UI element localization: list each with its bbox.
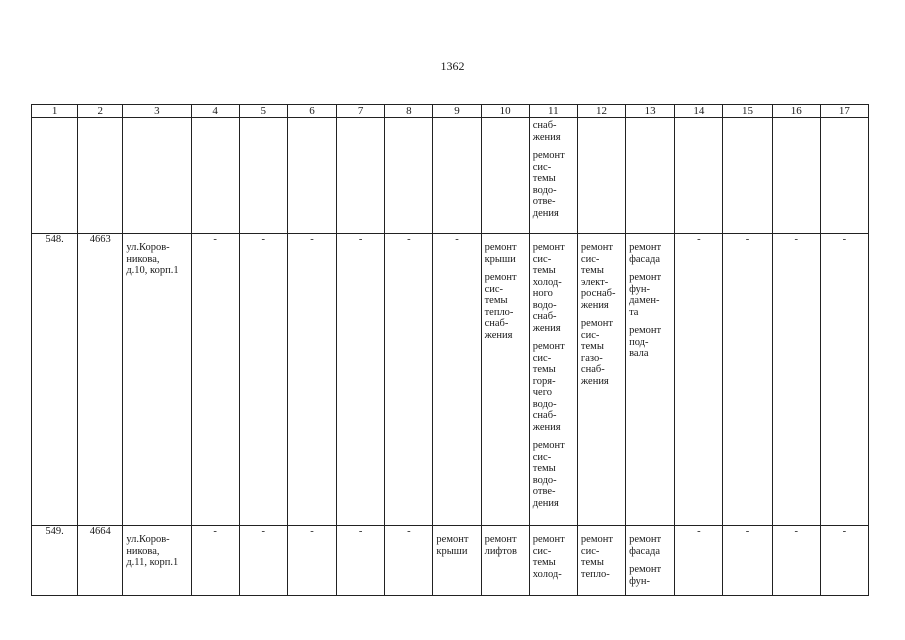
empty-cell: - [723,234,772,526]
empty-cell: - [337,526,385,596]
text-line: темы [532,173,556,184]
text-line: темы [532,557,556,568]
text-line: ремонт [580,534,613,545]
work-item [436,534,478,557]
page-number: 1362 [440,59,465,73]
empty-cell: - [385,526,433,596]
text-line: темы [532,364,556,375]
text-line: жения [532,131,561,143]
text-line: ремонт [532,341,565,352]
empty-cell: - [337,234,385,526]
text-line: сис- [532,451,552,463]
text-line: темы [580,265,604,276]
text-line: чего [532,387,552,398]
works-list [530,526,577,580]
text-line: снаб- [484,318,509,329]
text-line: водо- [532,299,557,311]
column-header: 1 [32,105,78,118]
column-header: 9 [433,105,481,118]
table-row-continuation [32,118,869,234]
text-line: ремонт [580,318,613,329]
text-line: сис- [532,253,552,265]
text-line: ремонт [484,272,517,283]
text-line: водо- [532,474,557,486]
text-line: ремонт [629,325,662,336]
column-header: 5 [239,105,287,118]
work-item [581,318,623,387]
text-line: темы [580,557,604,568]
column-header: 14 [675,105,723,118]
text-line: фасада [629,545,661,557]
text-line: снаб- [532,410,557,421]
text-line: жения [532,322,561,334]
text-line: ремонт [629,242,662,253]
empty-cell: - [772,234,820,526]
text-line: ремонт [532,534,565,545]
table-row [32,234,869,526]
house-code: 4663 [78,234,123,526]
works-list [626,526,674,587]
column-header: 7 [337,105,385,118]
text-line: холод- [532,276,562,288]
column-header: 4 [191,105,239,118]
text-line: сис- [580,545,600,557]
empty-cell: - [385,234,433,526]
text-line: жения [532,421,561,433]
text-line: сис- [532,161,552,173]
works-list [530,118,577,219]
text-line: сис- [484,283,504,295]
text-line: темы [580,341,604,352]
text-line: ремонт [484,534,517,545]
work-item [485,272,527,341]
works-list [626,234,674,360]
house-code: 4664 [78,526,123,596]
text-line: жения [580,299,609,311]
register-table [31,104,869,596]
text-line: дения [532,207,559,219]
text-line: темы [484,295,508,306]
empty-cell: - [820,234,868,526]
text-line: сис- [532,545,552,557]
work-item [533,440,575,509]
column-header: 8 [385,105,433,118]
empty-cell: - [675,526,723,596]
work-item [533,120,575,143]
text-line: сис- [580,329,600,341]
text-line: ремонт [629,272,662,283]
empty-cell: - [239,526,287,596]
text-line: ремонт [532,242,565,253]
empty-cell: - [191,526,239,596]
work-item [485,534,527,557]
column-header: 3 [123,105,191,118]
text-line: дамен- [629,295,660,306]
house-address [123,526,190,569]
text-line: ул.Коров- [126,534,170,545]
work-item [533,242,575,334]
text-line: лифтов [484,545,517,557]
text-line: газо- [580,352,603,364]
house-address [123,234,190,277]
text-line: снаб- [532,311,557,322]
text-line: никова, [126,253,160,265]
work-item [581,242,623,311]
work-item [533,150,575,219]
text-line: элект- [580,276,609,288]
work-item [581,534,623,580]
text-line: ремонт [532,440,565,451]
text-line: д.10, корп.1 [126,265,179,276]
column-number-row [32,105,869,118]
text-line: тепло- [580,568,610,580]
text-line: водо- [532,184,557,196]
text-line: дения [532,497,559,509]
work-item [533,341,575,433]
row-number: 548. [32,234,78,526]
work-item [629,564,672,587]
text-line: вала [629,348,649,359]
text-line: ул.Коров- [126,242,170,253]
row-number: 549. [32,526,78,596]
work-item [629,325,672,360]
text-line: ремонт [580,242,613,253]
work-item [629,242,672,265]
empty-cell: - [239,234,287,526]
work-item [533,534,575,580]
works-list [530,234,577,509]
text-line: темы [532,463,556,474]
text-line: ремонт [629,534,662,545]
empty-cell: - [287,526,336,596]
text-line: холод- [532,568,562,580]
works-list [433,526,480,557]
text-line: жения [580,375,609,387]
empty-cell: - [772,526,820,596]
column-header: 15 [723,105,772,118]
text-line: ремонт [532,150,565,161]
text-line: та [629,306,639,318]
text-line: фасада [629,253,661,265]
text-line: отве- [532,486,556,497]
empty-cell: - [675,234,723,526]
text-line: под- [629,336,649,348]
works-list [578,526,625,580]
text-line: тепло- [484,306,514,318]
text-line: темы [532,265,556,276]
text-line: сис- [580,253,600,265]
column-header: 13 [626,105,675,118]
works-list [578,234,625,387]
work-item [485,242,527,265]
text-line: жения [484,329,513,341]
column-header: 2 [78,105,123,118]
empty-cell: - [287,234,336,526]
text-line: ремонт [629,564,662,575]
text-line: крыши [436,545,468,557]
text-line: ремонт [484,242,517,253]
text-line: д.11, корп.1 [126,557,179,568]
text-line: снаб- [532,120,557,131]
text-line: отве- [532,196,556,207]
text-line: роснаб- [580,288,616,299]
empty-cell: - [723,526,772,596]
column-header: 10 [481,105,529,118]
empty-cell: - [820,526,868,596]
work-item [629,534,672,557]
column-header: 17 [820,105,868,118]
empty-cell: - [191,234,239,526]
text-line: ного [532,288,553,299]
column-header: 16 [772,105,820,118]
text-line: водо- [532,398,557,410]
text-line: крыши [484,253,516,265]
text-line: ремонт [436,534,469,545]
text-line: сис- [532,352,552,364]
empty-cell: - [433,234,481,526]
text-line: фун- [629,575,651,587]
works-list [482,234,529,341]
column-header: 12 [577,105,625,118]
text-line: горя- [532,375,556,387]
column-header: 6 [287,105,336,118]
work-item [629,272,672,318]
text-line: фун- [629,283,651,295]
table-row [32,526,869,596]
column-header: 11 [529,105,577,118]
text-line: снаб- [580,364,605,375]
text-line: никова, [126,545,160,557]
works-list [482,526,529,557]
